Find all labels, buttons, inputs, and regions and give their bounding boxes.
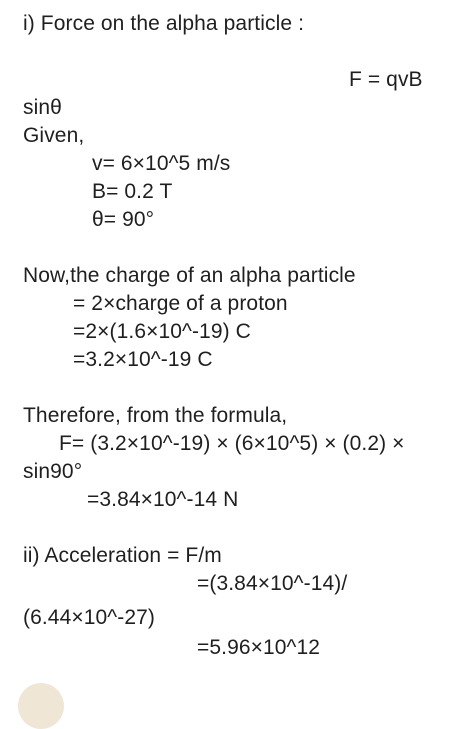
given-angle: θ= 90° [92, 208, 155, 231]
acceleration-step-1: =(3.84×10^-14)/ [197, 572, 348, 595]
part2-heading: ii) Acceleration = F/m [23, 544, 222, 567]
given-field: B= 0.2 T [92, 180, 173, 203]
avatar [18, 683, 64, 729]
acceleration-result: =5.96×10^12 [197, 636, 321, 659]
given-velocity: v= 6×10^5 m/s [92, 152, 231, 175]
force-formula: F = qvB [349, 68, 423, 91]
charge-step-3: =3.2×10^-19 C [73, 348, 213, 371]
given-label: Given, [23, 124, 85, 147]
charge-step-2: =2×(1.6×10^-19) C [73, 320, 251, 343]
force-calculation-continuation: sin90° [23, 460, 83, 483]
charge-intro: Now,the charge of an alpha particle [23, 264, 356, 287]
therefore-line: Therefore, from the formula, [23, 404, 288, 427]
force-formula-continuation: sinθ [23, 96, 62, 119]
part1-heading: i) Force on the alpha particle : [23, 12, 305, 35]
force-calculation: F= (3.2×10^-19) × (6×10^5) × (0.2) × [59, 432, 405, 455]
acceleration-step-2: (6.44×10^-27) [23, 606, 155, 629]
force-result: =3.84×10^-14 N [87, 488, 239, 511]
charge-step-1: = 2×charge of a proton [73, 292, 288, 315]
